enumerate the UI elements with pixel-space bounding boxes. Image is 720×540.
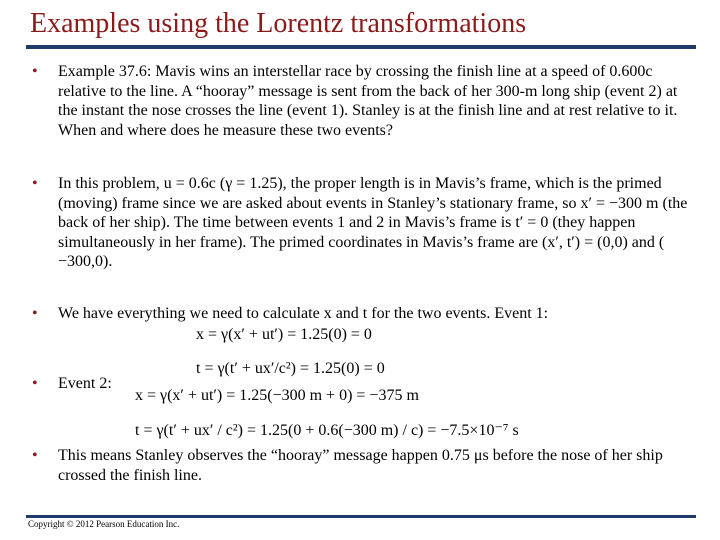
bullet-marker: •: [32, 375, 38, 392]
bullet-text: Example 37.6: Mavis wins an interstellar race by crossing the finish line at a speed of 0.600c relative to the line. A “hooray” message is sent from the back of her 300-m long ship (event 2) at the instant the nose crosses the line (event 1). Stanley is at the finish line and at rest relative to it. When and where does he measure these two events?: [58, 63, 678, 139]
copyright-footer: Copyright © 2012 Pearson Education Inc.: [28, 519, 180, 529]
bullet-item: [30, 62, 690, 140]
equation-event1-x: x = γ(x′ + ut′) = 1.25(0) = 0: [196, 326, 372, 343]
bullet-item: [30, 304, 690, 324]
bullet-text: Event 2:: [58, 375, 112, 392]
equation-event2-t: t = γ(t′ + ux′ / c²) = 1.25(0 + 0.6(−300 m) / c) = −7.5×10⁻⁷ s: [135, 422, 519, 439]
equation-event2-x: x = γ(x′ + ut′) = 1.25(−300 m + 0) = −375 m: [135, 387, 419, 404]
bullet-marker: •: [32, 305, 38, 322]
title-underline: [26, 45, 696, 49]
bullet-text: We have everything we need to calculate x and t for the two events. Event 1:: [58, 305, 549, 322]
bullet-marker: •: [32, 63, 38, 80]
bullet-marker: •: [32, 447, 38, 464]
bullet-item: [30, 446, 690, 485]
bullet-item: [30, 174, 690, 272]
bullet-text: This means Stanley observes the “hooray” message happen 0.75 μs before the nose of her ship crossed the finish line.: [58, 447, 663, 484]
equation-event1-t: t = γ(t′ + ux′/c²) = 1.25(0) = 0: [196, 360, 385, 377]
bullet-text: In this problem, u = 0.6c (γ = 1.25), the proper length is in Mavis’s frame, which is the primed (moving) frame since we are asked about events in Stanley’s stationary frame, so x′ = −300 m (the back of her ship). The time between events 1 and 2 in Mavis’s frame is t′ = 0 (they happen simultaneously in her frame). The primed coordinates in Mavis’s frame are (x′, t′) = (0,0) and ( −300,0).: [58, 175, 688, 270]
slide-title: Examples using the Lorentz transformations: [30, 8, 527, 39]
footer-rule: [26, 515, 696, 518]
bullet-marker: •: [32, 175, 38, 192]
